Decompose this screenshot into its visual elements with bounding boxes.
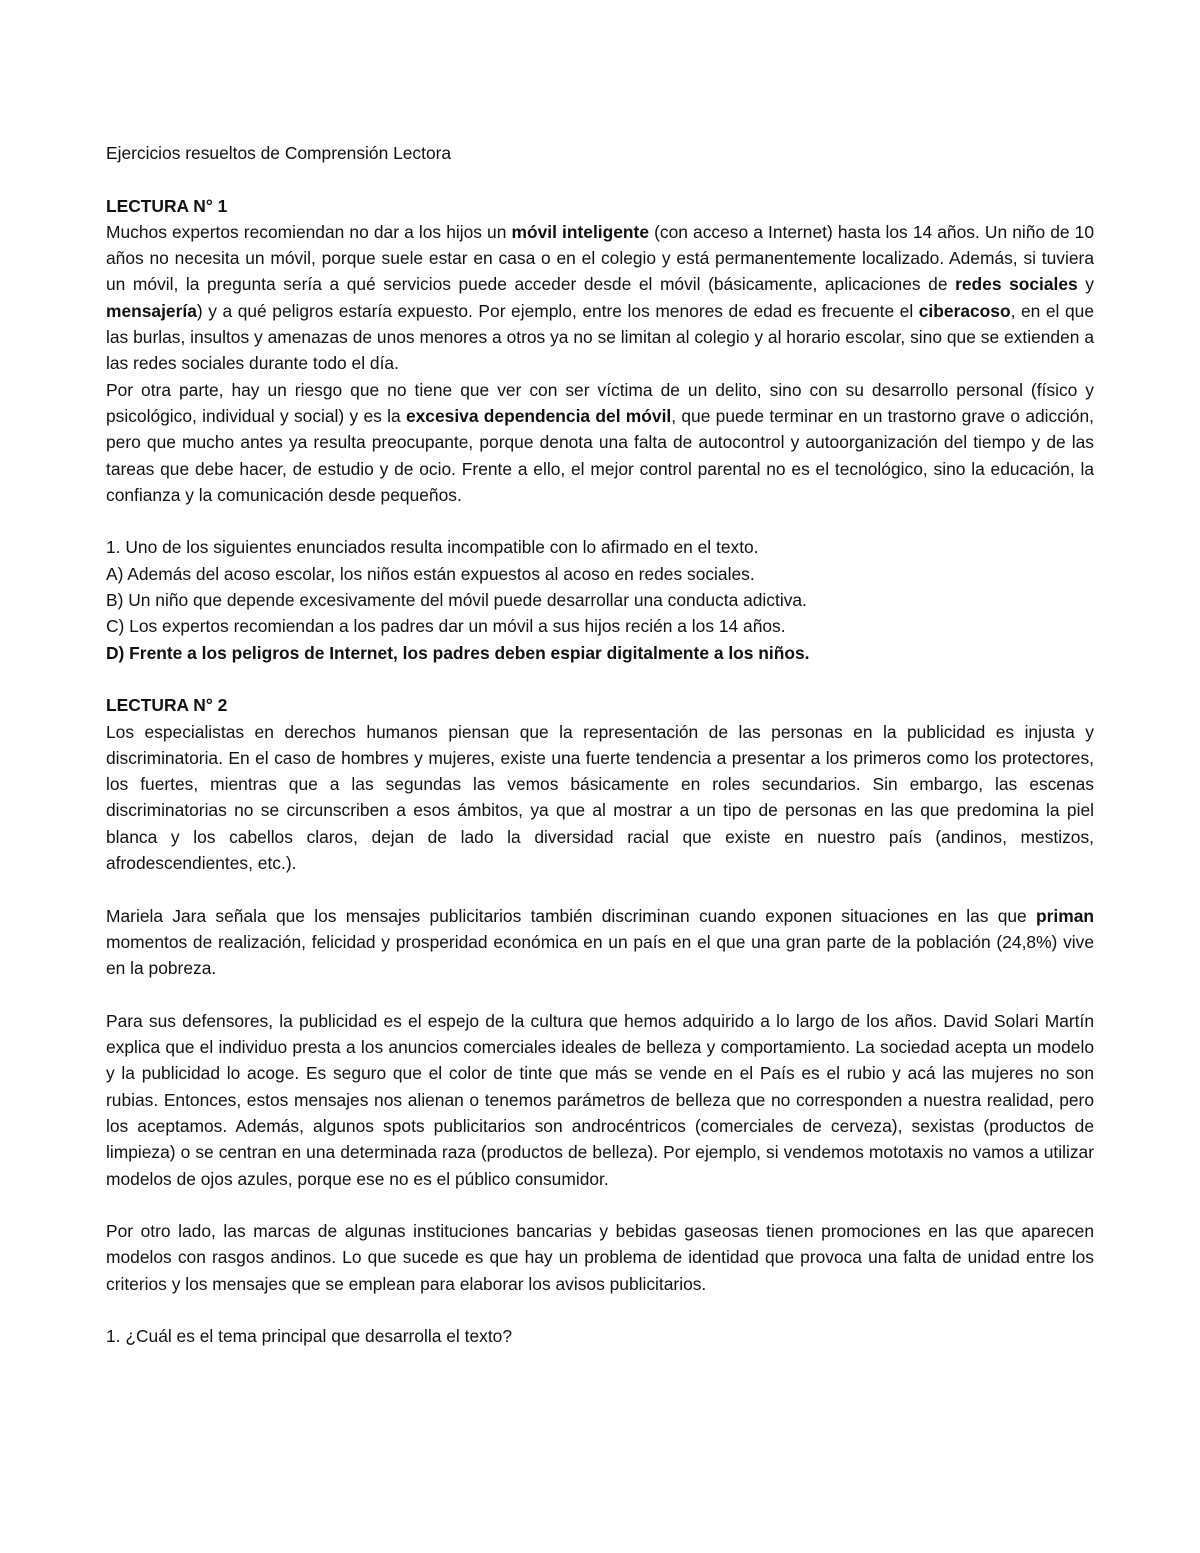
reading-2-paragraph-4: Por otro lado, las marcas de algunas instituciones bancarias y bebidas gaseosas tienen promociones en las que aparecen modelos con rasgos andinos. Lo que sucede es que hay un problema de identidad que provoca una falta de unidad entre los criterios y los mensajes que se emplean para elaborar los avisos publicitarios. xyxy=(106,1221,1094,1294)
reading-2-paragraph-3: Para sus defensores, la publicidad es el espejo de la cultura que hemos adquirido a lo largo de los años. David Solari Martín explica que el individuo presta a los anuncios comerciales ideales de belleza y comportamiento. La sociedad acepta un modelo y la publicidad lo acoge. Es seguro que el color de tinte que más se vende en el País es el rubio y acá las mujeres no son rubias. Entonces, estos mensajes nos alienan o tenemos parámetros de belleza que no corresponden a nuestra realidad, pero los aceptamos. Además, algunos spots publicitarios son androcéntricos (comerciales de cerveza), sexistas (productos de limpieza) o se centran en una determinada raza (productos de belleza). Por ejemplo, si vendemos mototaxis no vamos a utilizar modelos de ojos azules, porque ese no es el público consumidor. xyxy=(106,1010,1094,1189)
reading-1-option-a: A) Además del acoso escolar, los niños están expuestos al acoso en redes sociales. xyxy=(106,563,755,584)
reading-1-question: 1. Uno de los siguientes enunciados resulta incompatible con lo afirmado en el texto. xyxy=(106,537,759,558)
reading-1-option-d: D) Frente a los peligros de Internet, los padres deben espiar digitalmente a los niños. xyxy=(106,642,810,663)
reading-2-question: 1. ¿Cuál es el tema principal que desarrolla el texto? xyxy=(106,1326,512,1347)
reading-2-heading: LECTURA N° 2 xyxy=(106,695,228,716)
reading-1-paragraph-1: Muchos expertos recomiendan no dar a los hijos un móvil inteligente (con acceso a Internet) hasta los 14 años. Un niño de 10 años no necesita un móvil, porque suele estar en casa o en el colegio y está permanentemente localizado. Además, si tuviera un móvil, la pregunta sería a qué servicios puede acceder desde el móvil (básicamente, aplicaciones de redes sociales y mensajería) y a qué peligros estaría expuesto. Por ejemplo, entre los menores de edad es frecuente el ciberacoso, en el que las burlas, insultos y amenazas de unos menores a otros ya no se limitan al colegio y al horario escolar, sino que se extienden a las redes sociales durante todo el día. xyxy=(106,221,1094,374)
document-page xyxy=(106,140,1094,1350)
reading-1-paragraph-2: Por otra parte, hay un riesgo que no tiene que ver con ser víctima de un delito, sino con su desarrollo personal (físico y psicológico, individual y social) y es la excesiva dependencia del móvil, que puede terminar en un trastorno grave o adicción, pero que mucho antes ya resulta preocupante, porque denota una falta de autocontrol y autoorganización del tiempo y de las tareas que debe hacer, de estudio y de ocio. Frente a ello, el mejor control parental no es el tecnológico, sino la educación, la confianza y la comunicación desde pequeños. xyxy=(106,379,1094,505)
reading-2-paragraph-2: Mariela Jara señala que los mensajes publicitarios también discriminan cuando exponen situaciones en las que priman momentos de realización, felicidad y prosperidad económica en un país en el que una gran parte de la población (24,8%) vive en la pobreza. xyxy=(106,905,1094,979)
reading-1-heading: LECTURA N° 1 xyxy=(106,195,228,216)
reading-1-option-c: C) Los expertos recomiendan a los padres dar un móvil a sus hijos recién a los 14 años. xyxy=(106,616,786,637)
document-title: Ejercicios resueltos de Comprensión Lectora xyxy=(106,143,452,163)
reading-2-paragraph-1: Los especialistas en derechos humanos piensan que la representación de las personas en la publicidad es injusta y discriminatoria. En el caso de hombres y mujeres, existe una fuerte tendencia a presentar a los primeros como los protectores, los fuertes, mientras que a las segundas las vemos básicamente en roles secundarios. Sin embargo, las escenas discriminatorias no se circunscriben a esos ámbitos, ya que al mostrar a un tipo de personas en las que predomina la piel blanca y los cabellos claros, dejan de lado la diversidad racial que existe en nuestro país (andinos, mestizos, afrodescendientes, etc.). xyxy=(106,721,1094,874)
reading-1-option-b: B) Un niño que depende excesivamente del móvil puede desarrollar una conducta adictiva. xyxy=(106,590,807,611)
